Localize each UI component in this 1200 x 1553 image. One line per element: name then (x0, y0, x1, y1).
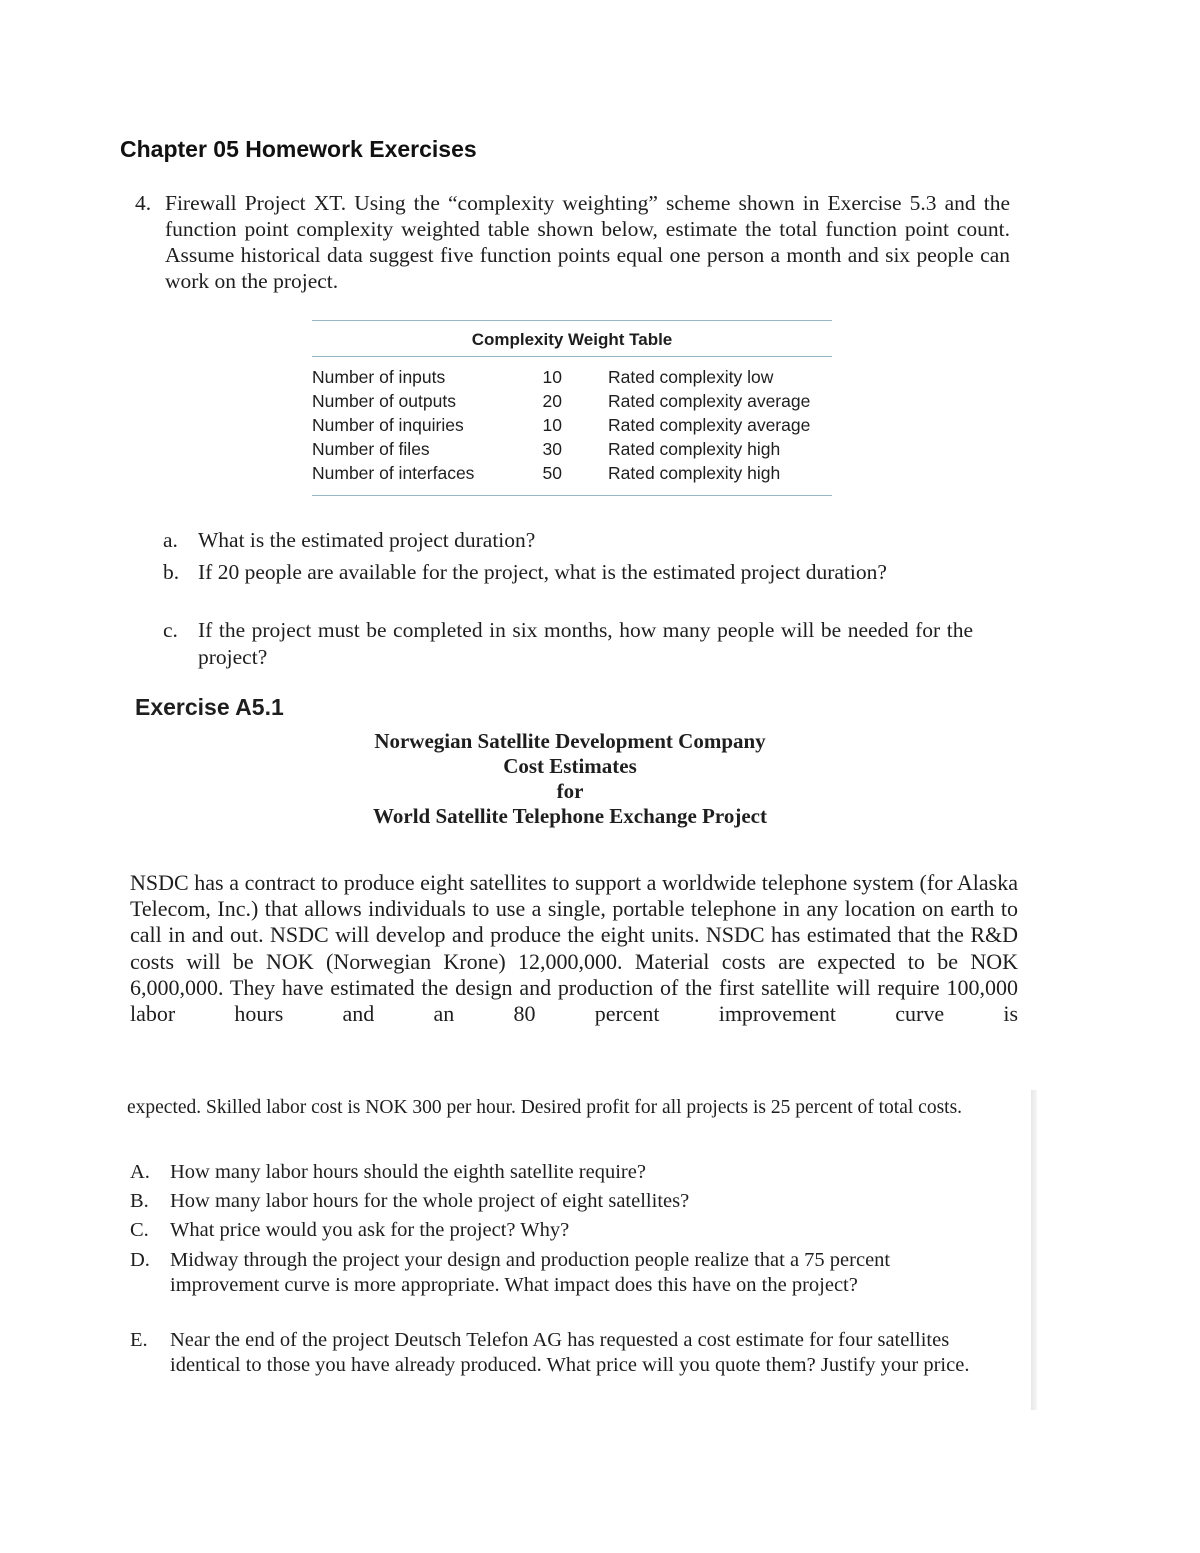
question-text: How many labor hours should the eighth satellite require? (170, 1161, 646, 1183)
exercise-heading: Exercise A5.1 (135, 694, 284, 720)
table-bottom-rule (312, 495, 832, 496)
row-rating: Rated complexity high (608, 463, 781, 483)
row-rating: Rated complexity low (608, 367, 774, 387)
table-row (312, 437, 832, 461)
exercise-4 (135, 190, 1010, 294)
question-text: What is the estimated project duration? (198, 528, 536, 552)
table-row (312, 365, 832, 389)
problem-paragraph-continued: expected. Skilled labor cost is NOK 300 per hour. Desired profit for all projects is 25 percent of total costs. (127, 1097, 963, 1118)
row-label: Number of inquiries (312, 415, 464, 435)
row-value: 50 (542, 463, 562, 483)
question-text: How many labor hours for the whole project of eight satellites? (170, 1190, 690, 1212)
exercise-4-text: Firewall Project XT. Using the “complexity weighting” scheme shown in Exercise 5.3 and the function point complexity weighted table shown below, estimate the total function point count. Assume historical data suggest five function points equal one person a month and six people can work on the project. (165, 191, 1010, 293)
question-item (163, 527, 973, 554)
question-item (130, 1248, 995, 1297)
doc-subtitle: Cost Estimates (503, 754, 637, 778)
row-value: 10 (542, 367, 562, 387)
project-name: World Satellite Telephone Exchange Project (373, 804, 767, 828)
question-letter: B. (130, 1190, 149, 1212)
question-letter: b. (163, 560, 180, 584)
question-text: What price would you ask for the project? Why? (170, 1219, 570, 1241)
row-rating: Rated complexity average (608, 391, 811, 411)
question-text: Near the end of the project Deutsch Telefon AG has requested a cost estimate for four satellites identical to those you have already produced. What price will you quote them? Justify your price. (170, 1329, 970, 1376)
row-label: Number of outputs (312, 391, 456, 411)
question-letter: C. (130, 1219, 149, 1241)
question-text: Midway through the project your design and production people realize that a 75 percent improvement curve is more appropriate. What impact does this have on the project? (170, 1249, 891, 1296)
question-letter: a. (163, 528, 178, 552)
row-value: 20 (542, 391, 562, 411)
company-name: Norwegian Satellite Development Company (374, 729, 766, 753)
table-title: Complexity Weight Table (471, 330, 673, 349)
table-header-rule (312, 356, 832, 357)
question-letter: E. (130, 1329, 148, 1351)
table-row (312, 389, 832, 413)
question-item (130, 1218, 995, 1243)
scan-page-edge (1031, 1090, 1037, 1410)
table-row (312, 413, 832, 437)
question-item (163, 559, 973, 586)
question-letter: D. (130, 1249, 150, 1271)
row-label: Number of inputs (312, 367, 446, 387)
problem-paragraph: NSDC has a contract to produce eight satellites to support a worldwide telephone system (for Alaska Telecom, Inc.) that allows individuals to use a single, portable telephone in any location on earth to call in and out. NSDC will develop and produce the eight units. NSDC has estimated that the R&D costs will be NOK (Norwegian Krone) 12,000,000. Material costs are expected to be NOK 6,000,000. They have estimated the design and production of the first satellite will require 100,000 labor hours and an 80 percent improvement curve is (130, 870, 1018, 1027)
row-label: Number of files (312, 439, 430, 459)
table-row (312, 461, 832, 485)
doc-subtitle-for: for (556, 779, 584, 803)
row-rating: Rated complexity average (608, 415, 811, 435)
row-value: 30 (542, 439, 562, 459)
question-item (130, 1160, 995, 1185)
exercise-number: 4. (135, 191, 152, 215)
question-letter: A. (130, 1161, 150, 1183)
row-value: 10 (542, 415, 562, 435)
row-label: Number of interfaces (312, 463, 475, 483)
row-rating: Rated complexity high (608, 439, 781, 459)
question-text: If 20 people are available for the project, what is the estimated project duration? (198, 560, 887, 584)
question-letter: c. (163, 618, 178, 642)
complexity-weight-table (312, 320, 832, 496)
question-item (163, 617, 973, 671)
question-item (130, 1328, 995, 1377)
question-item (130, 1189, 995, 1214)
question-text: If the project must be completed in six months, how many people will be needed for the project? (198, 618, 973, 669)
page-title: Chapter 05 Homework Exercises (120, 136, 477, 162)
